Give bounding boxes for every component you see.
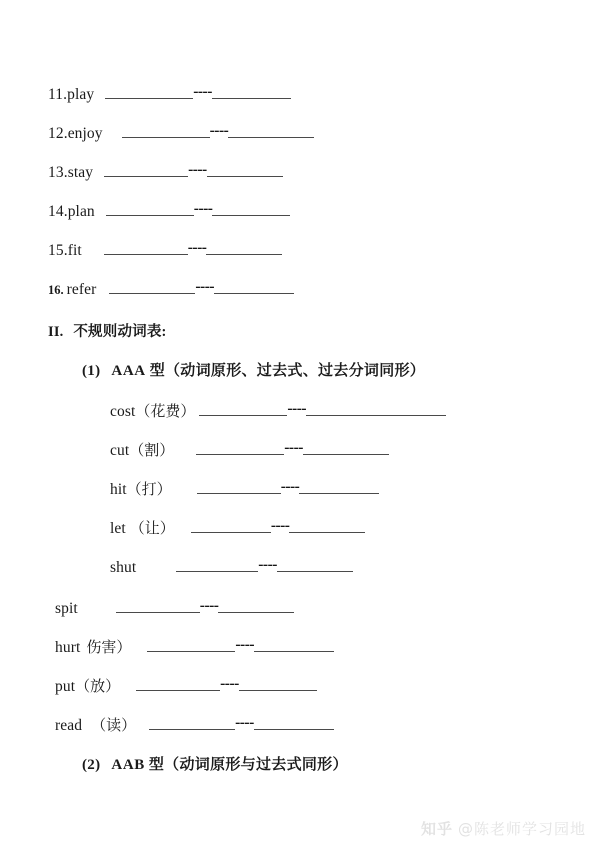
verb-gloss: （让） bbox=[129, 521, 175, 537]
exercise-row-14 bbox=[48, 200, 290, 221]
verb-row-hit bbox=[110, 478, 379, 499]
answer-blank-past[interactable] bbox=[116, 597, 200, 613]
answer-blank-participle[interactable] bbox=[212, 200, 290, 216]
answer-blank-past[interactable] bbox=[104, 161, 188, 177]
section-numeral: II. bbox=[48, 324, 64, 340]
answer-blank-participle[interactable] bbox=[228, 122, 314, 138]
verb-row-read bbox=[55, 714, 334, 735]
answer-blank-past[interactable] bbox=[199, 400, 287, 416]
blank-separator: ---- bbox=[209, 121, 229, 139]
answer-blank-participle[interactable] bbox=[207, 161, 283, 177]
verb-row-shut bbox=[110, 556, 353, 577]
answer-blank-participle[interactable] bbox=[254, 714, 334, 730]
verb-word: hit bbox=[110, 481, 127, 498]
verb-row-put bbox=[55, 675, 317, 696]
watermark-logo: 知乎 bbox=[420, 820, 453, 838]
answer-blank-past[interactable] bbox=[105, 83, 193, 99]
verb-word: shut bbox=[110, 558, 137, 576]
answer-blank-past[interactable] bbox=[147, 636, 235, 652]
answer-blank-past[interactable] bbox=[191, 517, 271, 533]
verb-word: read bbox=[55, 717, 83, 734]
exercise-row-12 bbox=[48, 122, 314, 143]
answer-blank-past[interactable] bbox=[106, 200, 194, 216]
blank-separator: ---- bbox=[188, 160, 207, 178]
answer-blank-participle[interactable] bbox=[206, 239, 282, 255]
verb-row-let bbox=[110, 517, 365, 538]
exercise-label bbox=[48, 86, 94, 104]
group-code: AAB bbox=[111, 757, 145, 773]
blank-separator: ---- bbox=[270, 517, 290, 535]
exercise-label bbox=[48, 281, 96, 299]
blank-separator: ---- bbox=[235, 714, 254, 732]
verb-word: cut bbox=[110, 442, 130, 459]
answer-blank-past[interactable] bbox=[122, 122, 210, 138]
group-title: 型（动词原形、过去式、过去分词同形） bbox=[149, 363, 426, 379]
exercise-number: 11. bbox=[48, 85, 68, 103]
verb-gloss: （花费） bbox=[135, 404, 196, 420]
verb-word: spit bbox=[55, 599, 78, 617]
verb-word: cost bbox=[110, 403, 136, 420]
section-title: 不规则动词表: bbox=[73, 324, 167, 340]
answer-blank-participle[interactable] bbox=[218, 597, 294, 613]
answer-blank-participle[interactable] bbox=[289, 517, 365, 533]
blank-separator: ---- bbox=[199, 596, 219, 614]
group-index: (1) bbox=[82, 363, 101, 379]
exercise-label bbox=[48, 125, 103, 143]
answer-blank-past[interactable] bbox=[104, 239, 188, 255]
exercise-label bbox=[48, 242, 82, 260]
verb-word: hurt bbox=[55, 639, 81, 656]
exercise-word: enjoy bbox=[67, 124, 103, 142]
group-heading-one bbox=[82, 359, 425, 380]
verb-gloss: （割） bbox=[129, 443, 175, 459]
exercise-number: 13. bbox=[48, 163, 68, 181]
blank-separator: ---- bbox=[284, 439, 303, 457]
exercise-word: plan bbox=[67, 202, 95, 220]
verb-word: let bbox=[110, 520, 126, 537]
exercise-number: 14. bbox=[48, 202, 68, 220]
answer-blank-participle[interactable] bbox=[214, 278, 294, 294]
verb-row-cost bbox=[110, 400, 446, 421]
answer-blank-participle[interactable] bbox=[277, 556, 353, 572]
exercise-number: 12. bbox=[48, 124, 68, 142]
watermark bbox=[421, 818, 586, 839]
blank-separator: ---- bbox=[220, 675, 239, 693]
answer-blank-participle[interactable] bbox=[303, 439, 389, 455]
blank-separator: ---- bbox=[193, 82, 212, 100]
verb-gloss: 伤害） bbox=[86, 640, 132, 656]
verb-gloss: （放） bbox=[75, 679, 121, 695]
exercise-row-15 bbox=[48, 239, 282, 260]
answer-blank-past[interactable] bbox=[197, 478, 281, 494]
verb-gloss: （打） bbox=[126, 482, 172, 498]
exercise-label bbox=[48, 203, 95, 221]
answer-blank-participle[interactable] bbox=[299, 478, 379, 494]
answer-blank-past[interactable] bbox=[136, 675, 220, 691]
group-index: (2) bbox=[82, 757, 101, 773]
group-code: AAA bbox=[111, 363, 146, 379]
exercise-word: refer bbox=[66, 280, 97, 298]
answer-blank-participle[interactable] bbox=[306, 400, 446, 416]
blank-separator: ---- bbox=[195, 277, 215, 295]
exercise-row-13 bbox=[48, 161, 283, 182]
verb-row-cut bbox=[110, 439, 389, 460]
exercise-number: 15. bbox=[48, 241, 68, 259]
exercise-row-16 bbox=[48, 278, 294, 299]
group-title: 型（动词原形与过去式同形） bbox=[148, 757, 348, 773]
blank-separator: ---- bbox=[235, 636, 255, 654]
section-heading-two bbox=[48, 320, 167, 341]
blank-separator: ---- bbox=[193, 199, 213, 217]
blank-separator: ---- bbox=[287, 400, 307, 418]
verb-row-hurt bbox=[55, 636, 334, 657]
verb-word: put bbox=[55, 678, 76, 695]
blank-separator: ---- bbox=[280, 478, 300, 496]
exercise-word: play bbox=[67, 85, 95, 103]
answer-blank-participle[interactable] bbox=[212, 83, 291, 99]
group-heading-two bbox=[82, 753, 348, 774]
answer-blank-past[interactable] bbox=[176, 556, 258, 572]
verb-gloss: （读） bbox=[91, 718, 137, 734]
answer-blank-past[interactable] bbox=[109, 278, 195, 294]
answer-blank-past[interactable] bbox=[196, 439, 284, 455]
exercise-word: stay bbox=[67, 163, 94, 181]
exercise-row-11 bbox=[48, 83, 291, 104]
exercise-label bbox=[48, 164, 93, 182]
watermark-handle: @陈老师学习园地 bbox=[457, 820, 586, 838]
exercise-word: fit bbox=[67, 241, 82, 259]
blank-separator: ---- bbox=[187, 238, 207, 256]
blank-separator: ---- bbox=[258, 555, 277, 573]
exercise-number: 16. bbox=[48, 282, 64, 297]
answer-blank-past[interactable] bbox=[149, 714, 235, 730]
verb-row-spit bbox=[55, 597, 294, 618]
answer-blank-participle[interactable] bbox=[254, 636, 334, 652]
answer-blank-participle[interactable] bbox=[239, 675, 317, 691]
